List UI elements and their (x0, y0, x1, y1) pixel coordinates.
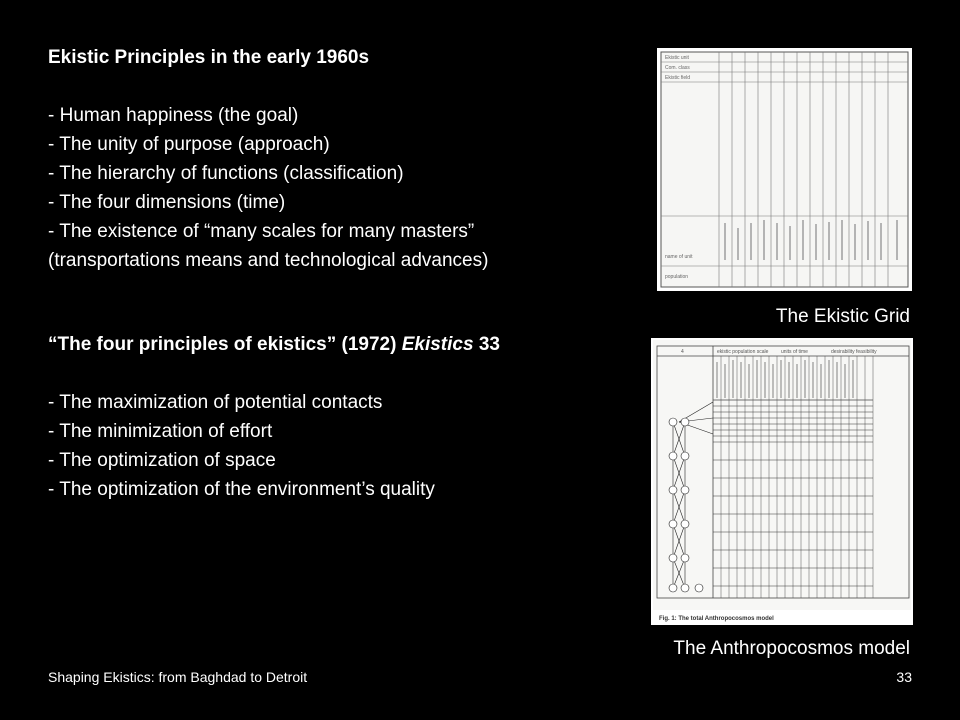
four-principles-heading-issue: 33 (473, 334, 500, 355)
principle-item: - The unity of purpose (approach) (48, 134, 330, 155)
principle-item: (transportations means and technological advances) (48, 250, 489, 271)
grid-row-label: Ekistic unit (665, 55, 689, 61)
principle-item: - Human happiness (the goal) (48, 105, 299, 126)
slide-number: 33 (896, 669, 912, 685)
model-header-cell: units of time (781, 349, 808, 355)
model-header-cell: ekistic population scale (717, 349, 769, 355)
grid-row-label: Ekistic field (665, 75, 691, 81)
ekistic-grid-image (657, 48, 912, 291)
four-principles-heading-journal: Ekistics (401, 334, 474, 355)
anthropocosmos-model-image (651, 338, 913, 625)
principle-item: - The minimization of effort (48, 421, 273, 442)
model-header-cell: 4 (681, 349, 684, 355)
grid-row-label: name of unit (665, 254, 693, 260)
principle-item: - The existence of “many scales for many masters” (48, 221, 475, 242)
model-fig-label: Fig. 1: The total Anthropocosmos model (659, 616, 774, 622)
grid-row-label: population (665, 274, 689, 280)
principle-item: - The maximization of potential contacts (48, 392, 383, 413)
footer-title: Shaping Ekistics: from Baghdad to Detroit (48, 669, 308, 685)
anthropocosmos-caption: The Anthropocosmos model (673, 638, 910, 659)
principles-1960s-heading: Ekistic Principles in the early 1960s (48, 47, 370, 68)
four-principles-heading (48, 330, 628, 359)
principles-1960s-block (48, 43, 628, 275)
principle-item: - The optimization of the environment’s quality (48, 479, 435, 500)
principle-item: - The hierarchy of functions (classification) (48, 163, 404, 184)
four-principles-block (48, 330, 628, 504)
ekistic-grid-caption: The Ekistic Grid (775, 306, 910, 327)
four-principles-heading-text: “The four principles of ekistics” (1972) (48, 334, 402, 355)
model-header-cell: desirability feasibility (831, 349, 877, 355)
principle-item: - The optimization of space (48, 450, 276, 471)
principle-item: - The four dimensions (time) (48, 192, 286, 213)
grid-row-label: Com. class (665, 65, 690, 71)
